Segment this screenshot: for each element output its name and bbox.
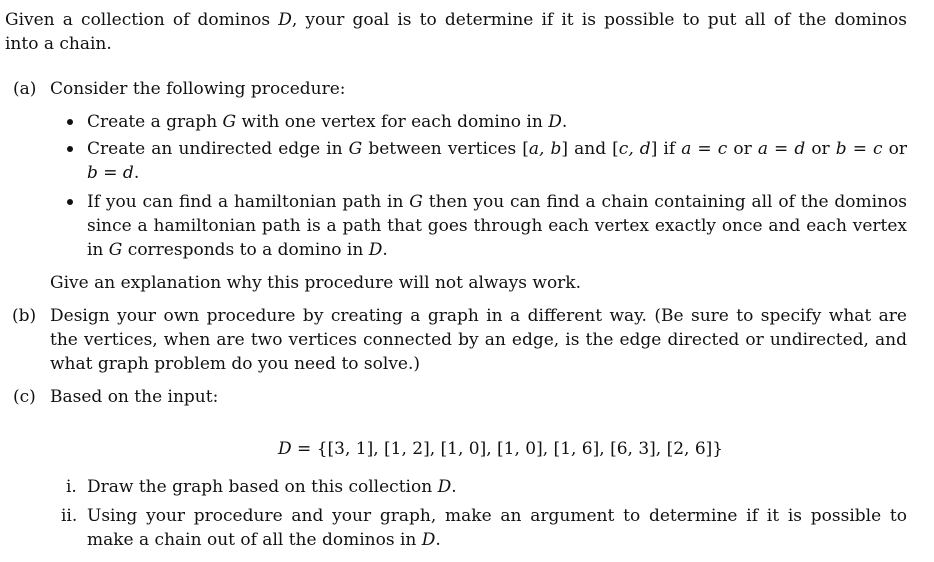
part-b-line-1: Design your own procedure by creating a graph in a different way. (Be sure to specify what are bbox=[50, 306, 907, 326]
bullet-2-line-2: b = d. bbox=[87, 163, 140, 183]
part-a-lead: Consider the following procedure: bbox=[50, 79, 346, 99]
intro-line-2: into a chain. bbox=[5, 34, 112, 54]
bullet-2-line-1: Create an undirected edge in G between vertices [a, b] and [c, d] if a = c or a = d or b = c or bbox=[87, 139, 908, 159]
bullet-marker bbox=[67, 146, 73, 152]
bullet-1-text: Create a graph G with one vertex for each domino in D. bbox=[87, 112, 568, 132]
bullet-marker bbox=[67, 199, 73, 205]
item-i-label: i. bbox=[66, 477, 77, 497]
part-a-label: (a) bbox=[13, 79, 37, 99]
part-a-question: Give an explanation why this procedure will not always work. bbox=[50, 273, 582, 293]
item-ii-label: ii. bbox=[61, 506, 78, 526]
math-D: D bbox=[278, 10, 292, 30]
bullet-3-line-3: in G corresponds to a domino in D. bbox=[87, 240, 388, 260]
domino-set-equation: D = {[3, 1], [1, 2], [1, 0], [1, 0], [1, 6], [6, 3], [2, 6]} bbox=[278, 439, 724, 459]
bullet-3-line-1: If you can find a hamiltonian path in G then you can find a chain containing all of the dominos bbox=[87, 192, 907, 212]
part-b-line-3: what graph problem do you need to solve.) bbox=[50, 354, 421, 374]
item-i-text: Draw the graph based on this collection D. bbox=[87, 477, 457, 497]
part-c-label: (c) bbox=[13, 387, 36, 407]
intro-line-1: Given a collection of dominos D, your goal is to determine if it is possible to put all of the dominos bbox=[5, 10, 907, 30]
item-ii-line-2: make a chain out of all the dominos in D. bbox=[87, 530, 441, 550]
bullet-marker bbox=[67, 119, 73, 125]
item-ii-line-1: Using your procedure and your graph, make an argument to determine if it is possible to bbox=[87, 506, 907, 526]
part-c-lead: Based on the input: bbox=[50, 387, 219, 407]
part-b-label: (b) bbox=[12, 306, 37, 326]
bullet-3-line-2: since a hamiltonian path is a path that goes through each vertex exactly once and each vertex bbox=[87, 216, 907, 236]
part-b-line-2: the vertices, when are two vertices connected by an edge, is the edge directed or undirected, and bbox=[50, 330, 907, 350]
